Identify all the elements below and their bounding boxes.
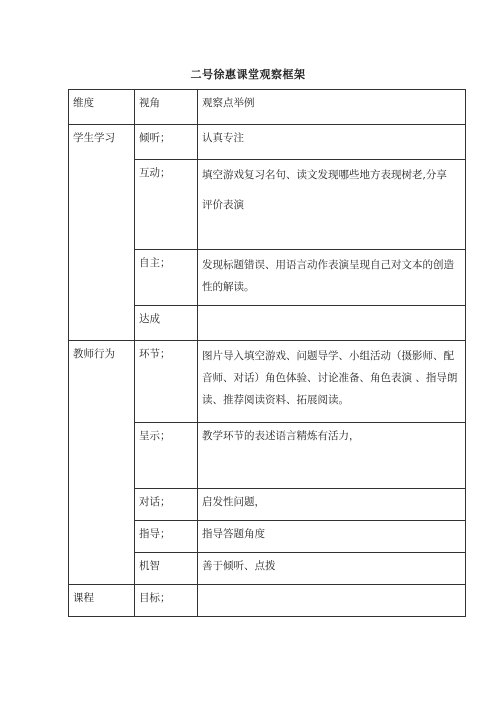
example-cell: 启发性问题， bbox=[198, 489, 466, 521]
example-note: 评价表演 bbox=[202, 199, 244, 211]
dimension-student: 学生学习 bbox=[69, 125, 135, 341]
angle-cell: 达成 bbox=[135, 306, 198, 341]
header-angle: 视角 bbox=[135, 90, 198, 125]
example-text: 填空游戏复习名句、读文发现哪些地方表现树老,分享 bbox=[202, 169, 447, 181]
example-cell bbox=[198, 160, 466, 250]
angle-cell: 环节； bbox=[135, 341, 198, 423]
page-title: 二号徐惠课堂观察框架 bbox=[190, 68, 306, 81]
header-dimension: 维度 bbox=[69, 90, 135, 125]
example-cell: 善于倾听、点拨 bbox=[198, 553, 466, 585]
angle-cell: 互动； bbox=[135, 160, 198, 250]
table-header-row bbox=[69, 90, 466, 125]
table-row bbox=[69, 341, 466, 423]
angle-cell: 自主； bbox=[135, 250, 198, 306]
angle-cell: 呈示； bbox=[135, 423, 198, 489]
header-example: 观察点举例 bbox=[198, 90, 466, 125]
example-cell: 认真专注 bbox=[198, 125, 466, 160]
angle-cell: 对话； bbox=[135, 489, 198, 521]
example-cell bbox=[198, 306, 466, 341]
example-cell: 图片导入填空游戏、问题导学、小组活动（摄影师、配音师、对话）角色体验、讨论准备、角色表演 、指导朗读、推荐阅读资料、拓展阅读。 bbox=[198, 341, 466, 423]
dimension-teacher: 教师行为 bbox=[69, 341, 135, 585]
angle-cell: 目标； bbox=[135, 585, 198, 617]
example-cell: 教学环节的表述语言精炼有活力， bbox=[198, 423, 466, 489]
table-row bbox=[69, 585, 466, 617]
example-cell: 指导答题角度 bbox=[198, 521, 466, 553]
dimension-course: 课程 bbox=[69, 585, 135, 617]
table-row bbox=[69, 125, 466, 160]
observation-table bbox=[68, 89, 466, 617]
angle-cell: 指导； bbox=[135, 521, 198, 553]
angle-cell: 机智 bbox=[135, 553, 198, 585]
angle-cell: 倾听； bbox=[135, 125, 198, 160]
example-cell: 发现标题错误、用语言动作表演呈现自己对文本的创造性的解读。 bbox=[198, 250, 466, 306]
example-cell bbox=[198, 585, 466, 617]
